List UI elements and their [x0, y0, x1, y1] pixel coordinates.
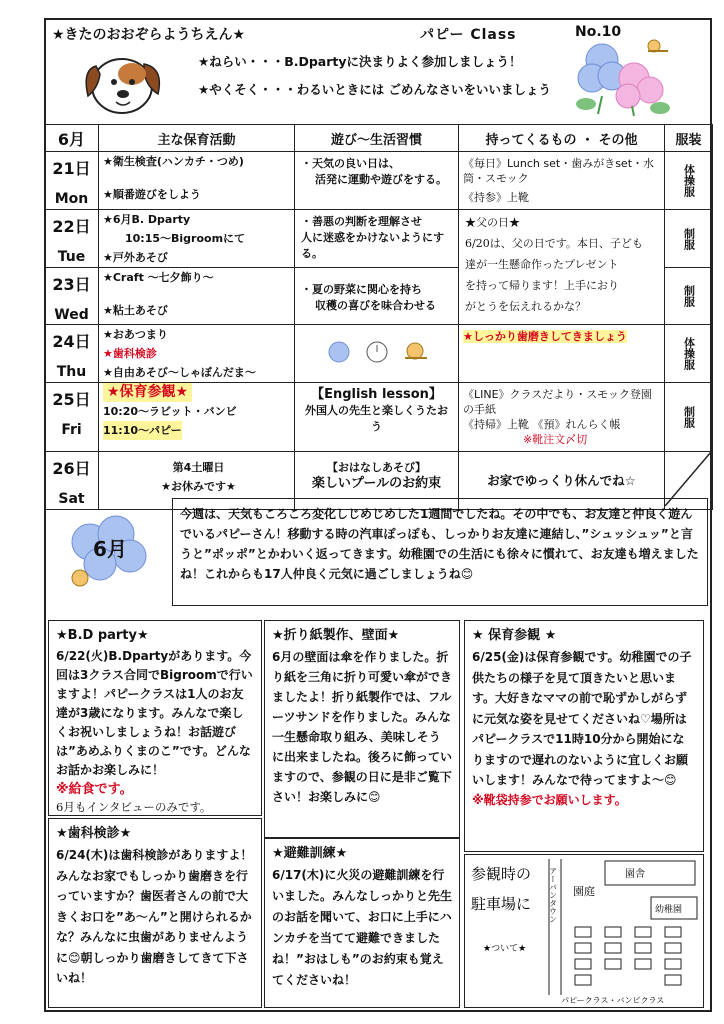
- bring-header: 持ってくるもの ・ その他: [459, 125, 665, 152]
- clothes-cell: 制服: [665, 210, 713, 268]
- activity-cell: ★おあつまり ★歯科検診 ★自由あそび～しゃぼんだま～: [99, 325, 295, 383]
- day-cell: 21日 Mon: [45, 152, 99, 210]
- activity-cell: ★衛生検査(ハンカチ・つめ) ★順番遊びをしよう: [99, 152, 295, 210]
- hydrangea-icon: [572, 36, 676, 116]
- class-name: パピー Class: [420, 27, 517, 43]
- play-cell: 【おはなしあそび】 楽しいプールのお約束: [295, 452, 459, 510]
- parent-visit-article: ★ 保育参観 ★ 6/25(金)は保育参観です。幼稚園での子供たちの様子を見て頂きたいと思います。大好きなママの前で恥ずかしがらずに元気な姿を見せてくださいね♡場所はパピークラスで11時10分から開始になりますので遅れのないように宜しくお願いします！みんなで待ってますよ～😊 ※靴袋持参でお願いします。: [464, 620, 704, 852]
- day-cell: 24日 Thu: [45, 325, 99, 383]
- clothes-header: 服装: [665, 125, 713, 152]
- map-school-label: 幼稚園: [655, 905, 683, 915]
- activity-cell: ★保育参観★ 10:20～ラビット・バンビ 11:10～パピー: [99, 383, 295, 452]
- play-cell: ・夏の野菜に関心を持ち 収穫の喜びを味合わせる: [295, 268, 459, 325]
- decor-icons: [317, 337, 437, 367]
- bd-party-article: ★B.D party★ 6/22(火)B.Dpartyがあります。今回は3クラス合同でBigroomで行いますよ！パピークラスは1人のお友達が3歳になります。みんなで楽しくお祝いしましょうね！お話遊びは”あめふりくまのこ”です。どんなお話かお楽しみに！ ※給食です。 6月もインタビューのみです。: [48, 620, 262, 816]
- weekly-comment-box: 今週は、天気もころころ変化しじめじめした1週間でしたね。その中でも、お友達と仲良く遊んでいるパピーさん！移動する時の汽車ぽっぽも、しっかりお友達に連結し、”シュッシュッ”と言うと”ポッポ”とかわいく返ってきます。幼稚園での生活にも徐々に慣れて、お友達も増えましたね！これからも17人仲良く元気に過ごしましょうね😊: [172, 498, 708, 606]
- promise-text: ★やくそく・・・わるいときには ごめんなさいをいいましょう: [198, 82, 552, 97]
- table-row: [45, 325, 713, 383]
- origami-article: ★折り紙製作、壁面★ 6月の壁面は傘を作りました。折り紙を三角に折り可愛い傘ができましたよ！折り紙製作では、フルーツサンドを作りました。みんな一生懸命取り組み、美味しそうに出来ましたね。後ろに飾っていますので、参観の日に是非ご覧下さい！お楽しみに😊: [264, 620, 460, 838]
- map-building-label: 園舎: [625, 869, 645, 880]
- bring-cell: 《LINE》クラスだより・スモック登園の手紙 《持帰》上靴 《預》れんらく帳 ※靴注文〆切: [459, 383, 665, 452]
- day-cell: 25日 Fri: [45, 383, 99, 452]
- fathers-day-note: ★父の日★ 6/20は、父の日です。本日、子ども 達が一生懸命作ったプレゼント を持って帰ります！上手におり がとうを伝えれるかな？: [459, 210, 665, 325]
- clothes-cell: 体操服: [665, 325, 713, 383]
- parking-map: [464, 854, 704, 1008]
- clothes-cell: 制服: [665, 268, 713, 325]
- play-cell: ・善悪の判断を理解させ 人に迷惑をかけないようにする。: [295, 210, 459, 268]
- june-badge-icon: [60, 512, 160, 592]
- map-garden-label: 園庭: [573, 885, 595, 898]
- activity-cell: 第4土曜日 ★お休みです★: [99, 452, 295, 510]
- bring-cell: 《毎日》Lunch set・歯みがきset・水筒・スモック 《持参》上靴: [459, 152, 665, 210]
- day-cell: 22日 Tue: [45, 210, 99, 268]
- aim-text: ★ねらい・・・B.Dpartyに決まりよく参加しましょう！: [198, 54, 522, 69]
- play-cell: ・天気の良い日は、 活発に運動や遊びをする。: [295, 152, 459, 210]
- month-label: 6月: [45, 125, 99, 152]
- table-row: [45, 210, 713, 268]
- june-badge-label: 6月: [93, 537, 127, 561]
- clothes-cell: 制服: [665, 383, 713, 452]
- snail-icon: [648, 40, 668, 52]
- activity-header: 主な保育活動: [99, 125, 295, 152]
- map-bottom-label: パピークラス・バンビクラス: [561, 996, 665, 1005]
- play-cell: 【English lesson】 外国人の先生と楽しくうたおう: [295, 383, 459, 452]
- map-route-label: アーバンタウン: [548, 867, 558, 923]
- play-header: 遊び～生活習慣: [295, 125, 459, 152]
- map-caption-2: 駐車場に: [471, 895, 532, 913]
- map-caption-3: ★ついて★: [483, 944, 527, 954]
- dental-checkup-article: ★歯科検診★ 6/24(木)は歯科検診がありますよ！みんなお家でもしっかり歯磨きを行っていますか？歯医者さんの前で大きくお口を”あ～ん”と開けられるかな？みんなに虫歯がありませんように😊朝しっかり歯磨きしてきて下さいね！: [48, 818, 262, 1008]
- clothes-cell: 体操服: [665, 152, 713, 210]
- bring-cell: お家でゆっくり休んでね☆: [459, 452, 665, 510]
- weekly-schedule-table: [44, 124, 713, 510]
- activity-cell: ★6月B. Dparty 10:15～Bigroomにて ★戸外あそび: [99, 210, 295, 268]
- weather-icons-cell: [295, 325, 459, 383]
- puppy-icon: [74, 44, 170, 124]
- table-row: [45, 152, 713, 210]
- map-caption-1: 参観時の: [471, 865, 532, 883]
- table-row: [45, 383, 713, 452]
- bring-cell: ★しっかり歯磨きしてきましょう: [459, 325, 665, 383]
- day-cell: 23日 Wed: [45, 268, 99, 325]
- table-header-row: [45, 125, 713, 152]
- activity-cell: ★Craft ～七夕飾り～ ★粘土あそび: [99, 268, 295, 325]
- evacuation-drill-article: ★避難訓練★ 6/17(木)に火災の避難訓練を行いました。みんなしっかりと先生のお話を聞いて、お口に上手にハンカチを当てて避難できましたね！”おはしも”のお約束も覚えてくださいね！: [264, 838, 460, 1008]
- issue-number: No.10: [575, 24, 622, 40]
- parking-map-drawing: [465, 855, 703, 1007]
- day-cell: 26日 Sat: [45, 452, 99, 510]
- school-name: ★きたのおおぞらようちえん★: [52, 27, 246, 43]
